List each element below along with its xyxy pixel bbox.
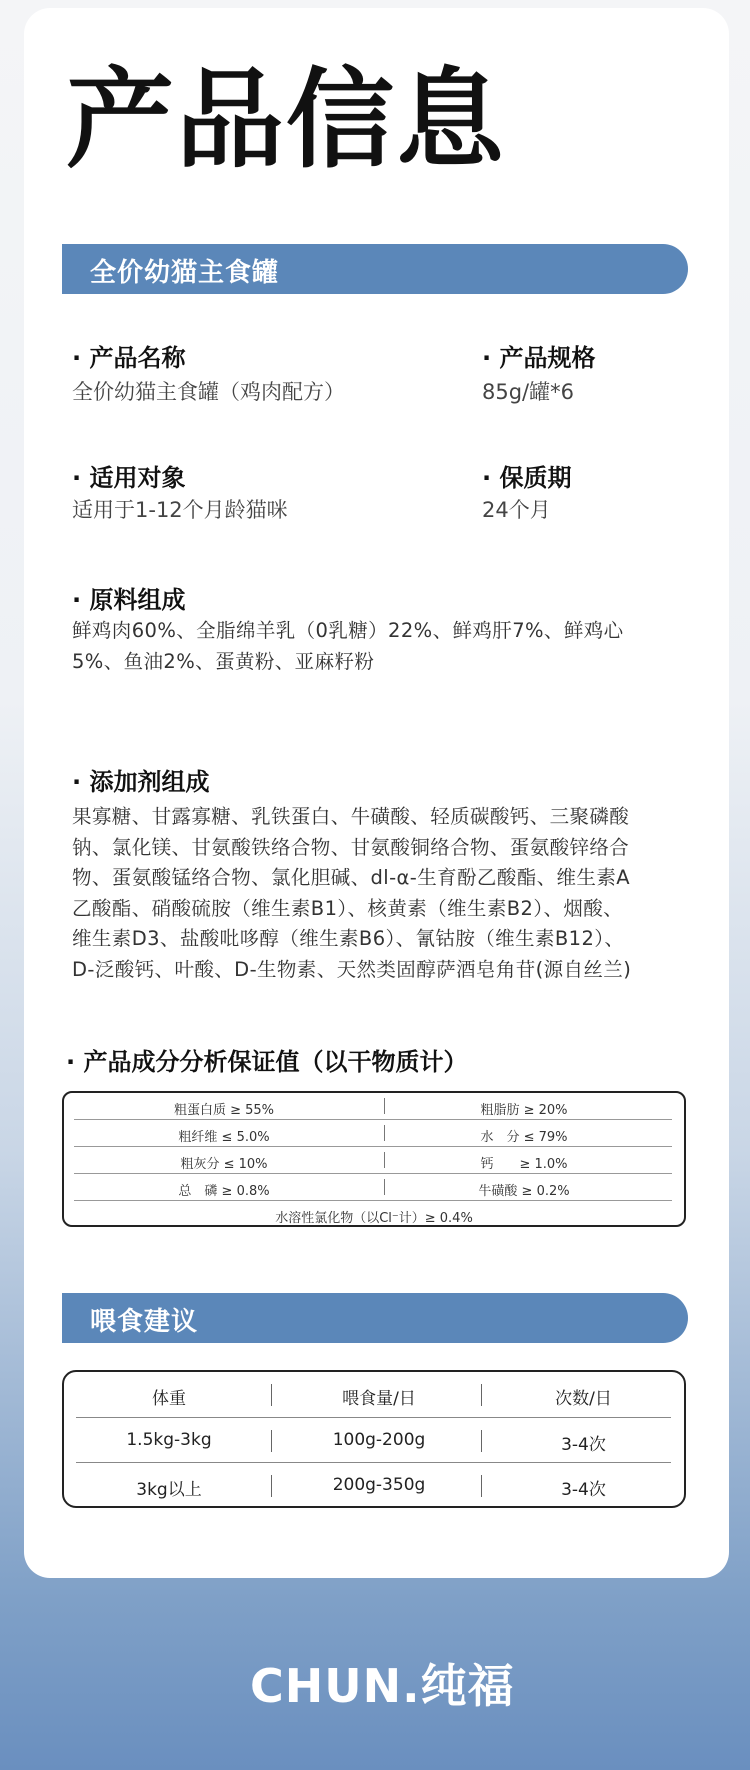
section-header-feeding xyxy=(62,1293,688,1343)
product-name-value: 全价幼猫主食罐（鸡肉配方） xyxy=(72,380,345,404)
section-header-product xyxy=(62,244,688,294)
table-header-cell: 体重 xyxy=(152,1389,186,1409)
table-cell: 200g-350g xyxy=(332,1475,426,1495)
product-spec-value: 85g/罐*6 xyxy=(482,380,574,404)
column-divider xyxy=(481,1430,482,1452)
table-header-row xyxy=(64,1372,683,1416)
shelf-life-value: 24个月 xyxy=(482,498,551,522)
analysis-table xyxy=(62,1091,686,1227)
column-divider xyxy=(271,1384,272,1406)
product-name-label: · 产品名称 xyxy=(72,344,186,372)
section-header-feeding-label: 喂食建议 xyxy=(90,1307,199,1337)
additives-text xyxy=(72,802,692,985)
table-cell: 水 分 ≤ 79% xyxy=(480,1130,568,1145)
table-cell: 牛磺酸 ≥ 0.2% xyxy=(478,1184,570,1199)
additives-line: 物、蛋氨酸锰络合物、氯化胆碱、dl-α-生育酚乙酸酯、维生素A xyxy=(72,866,630,889)
column-divider xyxy=(271,1430,272,1452)
additives-label: · 添加剂组成 xyxy=(72,768,210,796)
table-cell: 3kg以上 xyxy=(136,1480,202,1500)
additives-line: D-泛酸钙、叶酸、D-生物素、天然类固醇萨酒皂角苷(源自丝兰) xyxy=(72,957,632,981)
target-value: 适用于1-12个月龄猫咪 xyxy=(72,498,288,522)
ingredients-line: 鲜鸡肉60%、全脂绵羊乳（0乳糖）22%、鲜鸡肝7%、鲜鸡心 xyxy=(72,619,624,642)
table-row xyxy=(74,1120,674,1147)
table-row xyxy=(74,1174,674,1201)
additives-line: 维生素D3、盐酸吡哆醇（维生素B6）、氰钴胺（维生素B12）、 xyxy=(72,927,625,950)
table-row xyxy=(64,1418,683,1462)
shelf-life-label: · 保质期 xyxy=(482,464,572,492)
additives-line: 乙酸酯、硝酸硫胺（维生素B1）、核黄素（维生素B2）、烟酸、 xyxy=(72,896,624,920)
table-row xyxy=(74,1093,674,1120)
table-cell: 3-4次 xyxy=(561,1480,606,1500)
feeding-table xyxy=(62,1370,686,1508)
target-label: · 适用对象 xyxy=(72,464,186,492)
table-cell: 总 磷 ≥ 0.8% xyxy=(178,1184,270,1199)
table-row xyxy=(74,1201,674,1228)
table-row xyxy=(64,1463,683,1507)
column-divider xyxy=(481,1384,482,1406)
table-cell: 粗纤维 ≤ 5.0% xyxy=(178,1130,270,1145)
table-cell: 粗蛋白质 ≥ 55% xyxy=(173,1103,275,1118)
analysis-label: · 产品成分分析保证值（以干物质计） xyxy=(66,1048,468,1076)
table-row xyxy=(74,1147,674,1174)
additives-line: 钠、氯化镁、甘氨酸铁络合物、甘氨酸铜络合物、蛋氨酸锌络合 xyxy=(72,835,630,859)
table-header-cell: 次数/日 xyxy=(555,1389,612,1409)
additives-line: 果寡糖、甘露寡糖、乳铁蛋白、牛磺酸、轻质碳酸钙、三聚磷酸 xyxy=(72,805,630,828)
table-cell: 粗脂肪 ≥ 20% xyxy=(480,1103,568,1118)
table-cell: 100g-200g xyxy=(332,1430,426,1450)
section-header-product-label: 全价幼猫主食罐 xyxy=(90,258,280,288)
ingredients-label: · 原料组成 xyxy=(72,586,186,614)
table-cell: 粗灰分 ≤ 10% xyxy=(180,1157,268,1172)
table-header-cell: 喂食量/日 xyxy=(342,1389,416,1409)
column-divider xyxy=(481,1475,482,1497)
table-cell: 1.5kg-3kg xyxy=(126,1430,212,1450)
table-cell: 3-4次 xyxy=(561,1435,606,1455)
table-cell: 水溶性氯化物（以Cl⁻计）≥ 0.4% xyxy=(275,1211,473,1226)
product-spec-label: · 产品规格 xyxy=(482,344,596,372)
column-divider xyxy=(271,1475,272,1497)
ingredients-text xyxy=(72,616,692,677)
ingredients-line: 5%、鱼油2%、蛋黄粉、亚麻籽粉 xyxy=(72,649,375,673)
page-title: 产品信息 xyxy=(66,58,507,183)
table-cell: 钙 ≥ 1.0% xyxy=(480,1157,568,1172)
brand-logo: CHUN.纯福 xyxy=(250,1659,515,1713)
